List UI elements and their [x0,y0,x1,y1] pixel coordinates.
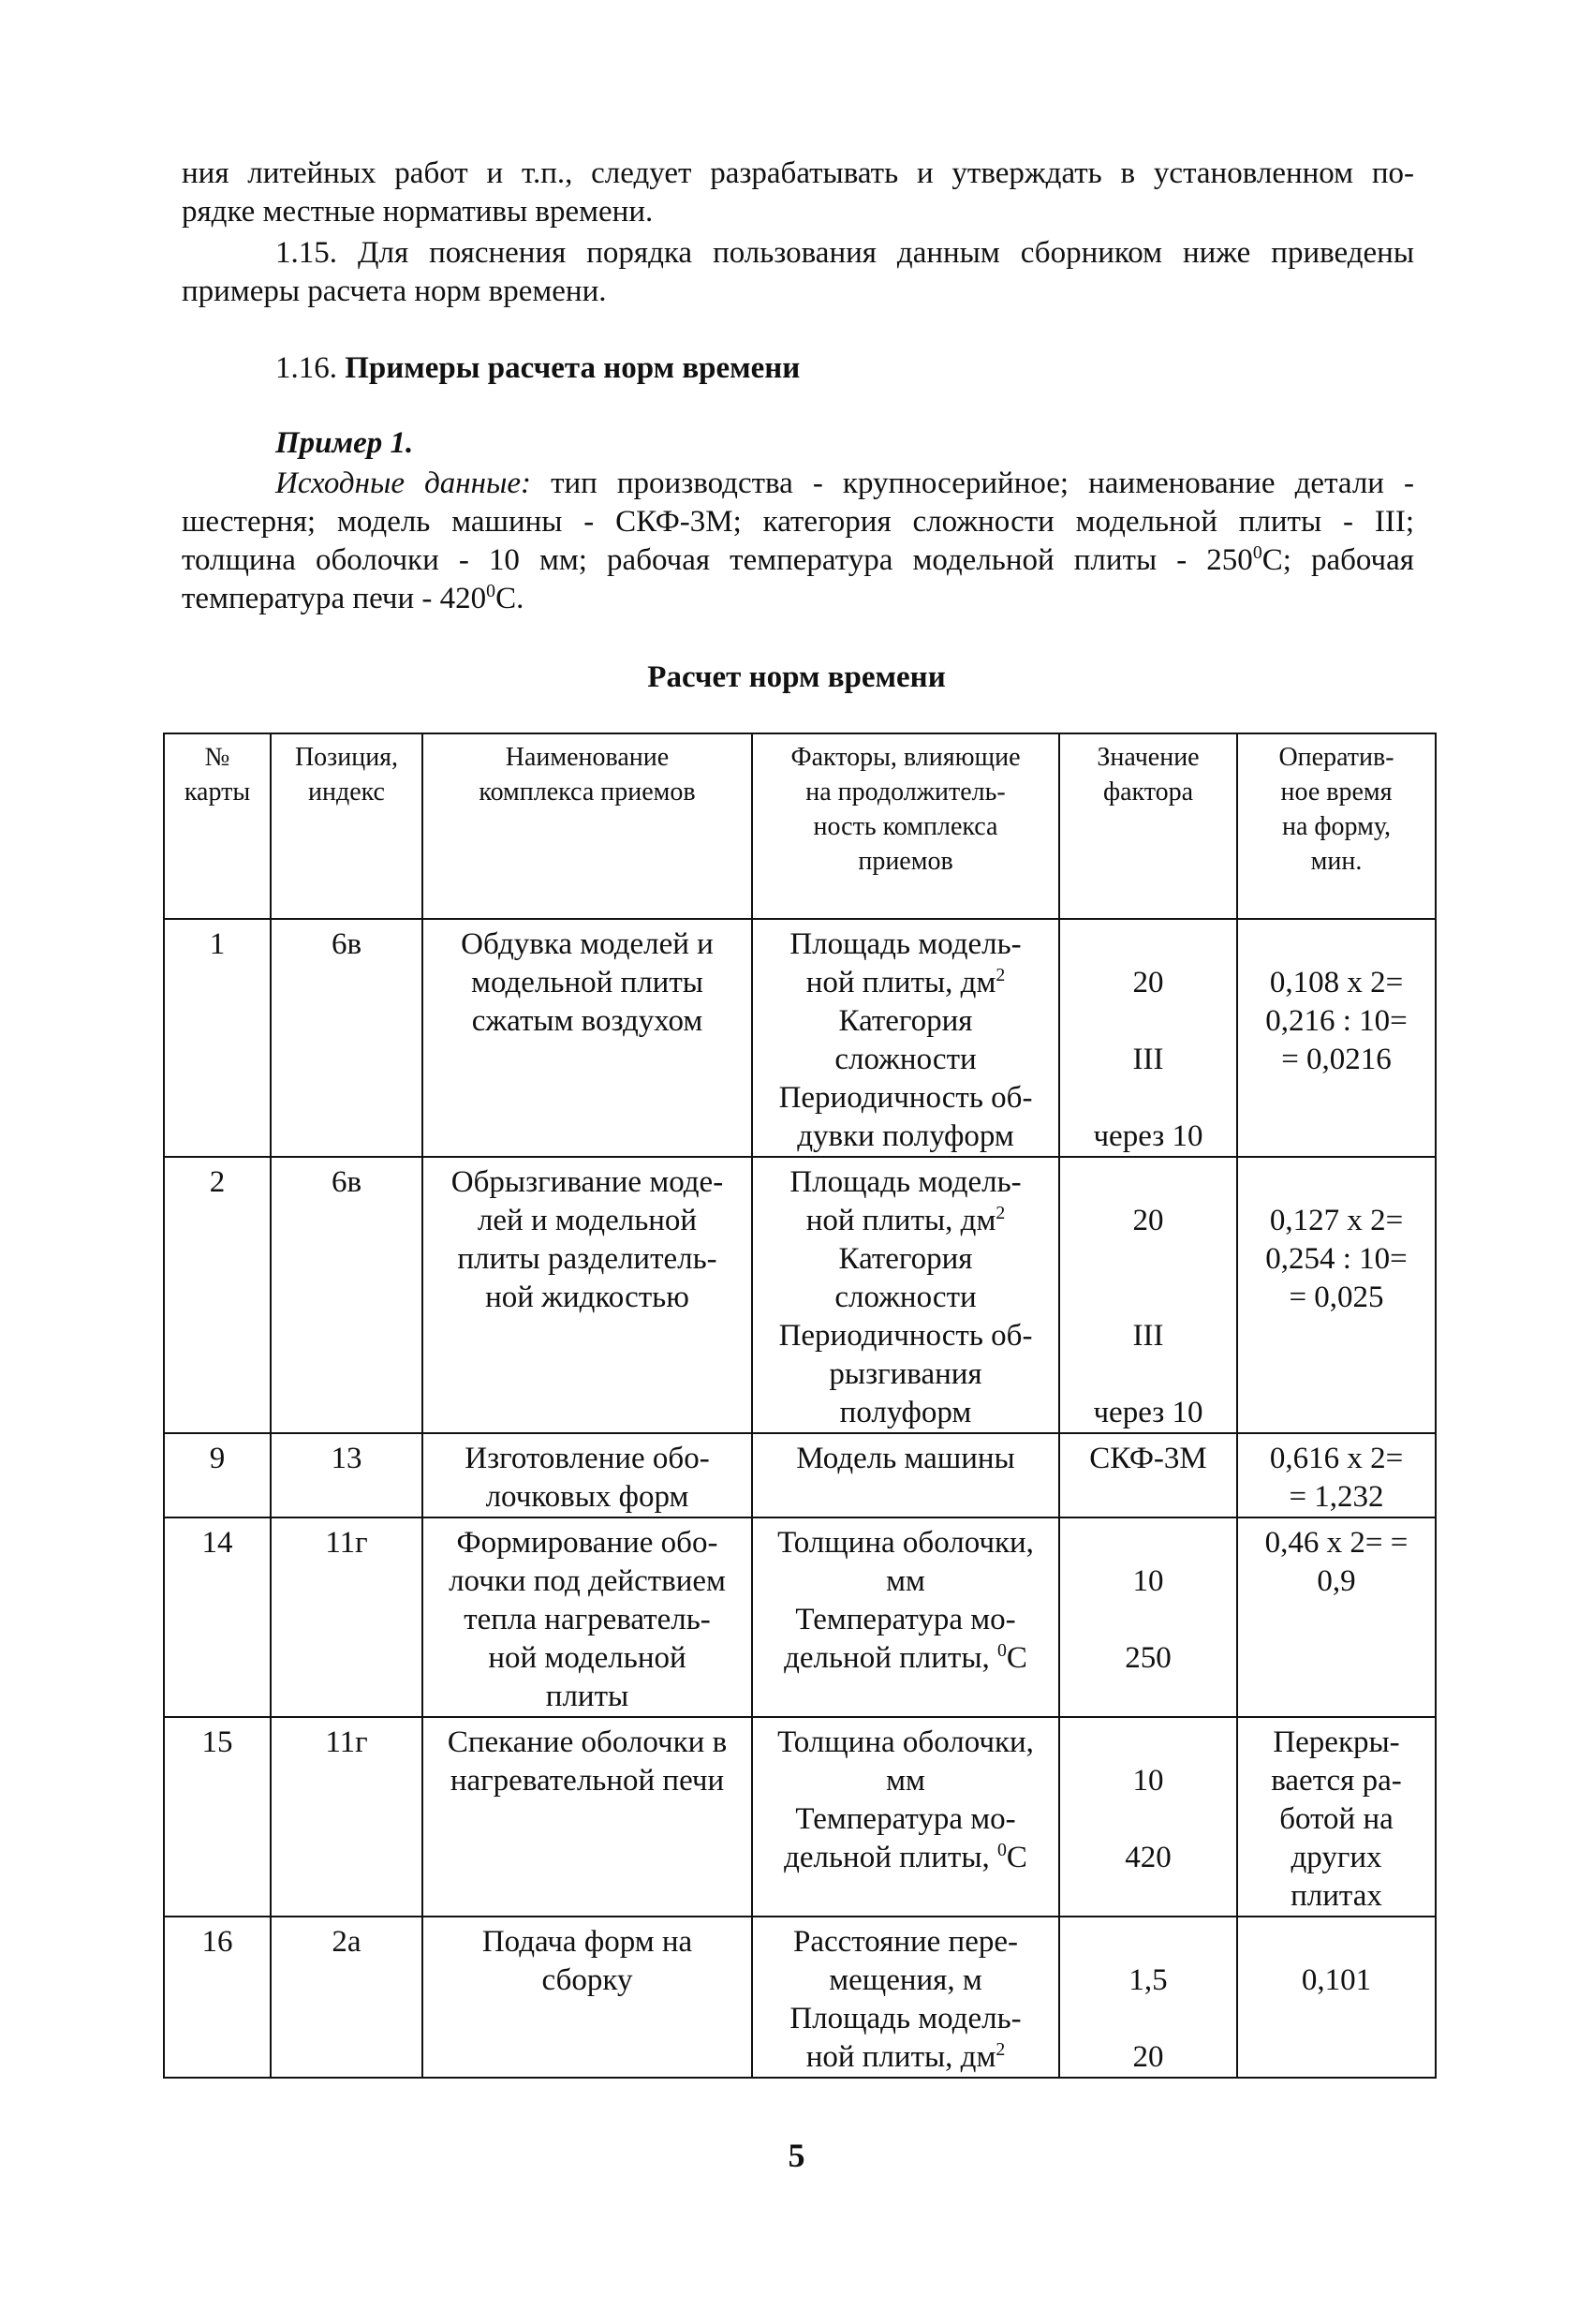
position-cell: 11г [271,1717,422,1917]
example-text: тип производства - крупносерийное; наименование детали - [551,466,1415,500]
time-cell: 0,46 х 2= = 0,9 [1237,1517,1436,1717]
position-cell: 6в [271,1157,422,1433]
degree-sup: 0 [486,581,496,601]
name-cell: Обдувка моделей и модельной плиты сжатым воздухом [422,919,752,1157]
card-cell: 2 [164,1157,271,1433]
position-cell: 2а [271,1917,422,2078]
degree-sup: 0 [1252,542,1262,563]
time-norms-table [163,733,1437,2079]
example-data-label: Исходные данные: [275,466,531,500]
example-line: шестерня; модель машины - СКФ-3М; категория сложности модельной плиты - III; [182,505,1414,539]
paragraph-line: примеры расчета норм времени. [182,274,607,308]
name-cell: Подача форм на сборку [422,1917,752,2078]
card-cell: 15 [164,1717,271,1917]
table-row [164,1517,1436,1717]
name-cell: Формирование обо- лочки под действием тепла нагреватель- ной модельной плиты [422,1517,752,1717]
intro-line: рядке местные нормативы времени. [182,195,654,229]
header-time: Оператив- ное время на форму, мин. [1237,733,1436,919]
value-cell: 20 III через 10 [1059,919,1237,1157]
factors-cell: Площадь модель- ной плиты, $дм^2$ Категория сложности Периодичность об- рызгивания полуформ [752,1157,1059,1433]
position-cell: 13 [271,1433,422,1517]
name-cell: Спекание оболочки в нагревательной печи [422,1717,752,1917]
section-heading [275,351,800,386]
value-cell: 10 420 [1059,1717,1237,1917]
header-card: № карты [164,733,271,919]
card-cell: 9 [164,1433,271,1517]
factors-cell: Толщина оболочки, мм Температура мо- дельной плиты, $^0$С [752,1517,1059,1717]
section-title: Примеры расчета норм времени [345,351,801,385]
example-text: С; рабочая [1261,543,1414,577]
example-line [182,580,1414,618]
factors-cell: Модель машины [752,1433,1059,1517]
table-row [164,1917,1436,2078]
page-number: 5 [788,2137,805,2174]
table-row [164,1157,1436,1433]
value-cell: 20 III через 10 [1059,1157,1237,1433]
example-text: толщина оболочки - 10 мм; рабочая температура модельной плиты - 250 [182,543,1253,577]
value-cell: 10 250 [1059,1517,1237,1717]
example-line [182,465,1414,503]
paragraph-line: 1.15. Для пояснения порядка пользования данным сборником ниже приведены [275,236,1414,270]
factors-cell: Площадь модель- ной плиты, $дм^2$ Категория сложности Периодичность об- дувки полуформ [752,919,1059,1157]
example-paragraph [182,465,1414,618]
time-cell: 0,108 х 2= 0,216 : 10= = 0,0216 [1237,919,1436,1157]
table-title: Расчет норм времени [647,660,946,694]
section-number: 1.16. [275,351,337,385]
example-line [182,541,1414,580]
table-header-row [164,733,1436,919]
factors-cell: Толщина оболочки, мм Температура мо- дельной плиты, $^0$С [752,1717,1059,1917]
position-cell: 6в [271,919,422,1157]
value-cell: 1,5 20 [1059,1917,1237,2078]
card-cell: 1 [164,919,271,1157]
factors-cell: Расстояние пере- мещения, м Площадь модель- ной плиты, $дм^2$ [752,1917,1059,2078]
table-row [164,919,1436,1157]
card-cell: 14 [164,1517,271,1717]
header-position: Позиция, индекс [271,733,422,919]
paragraph-1-15 [182,234,1414,311]
name-cell: Обрызгивание моде- лей и модельной плиты разделитель- ной жидкостью [422,1157,752,1433]
position-cell: 11г [271,1517,422,1717]
card-cell: 16 [164,1917,271,2078]
example-text: температура печи - 420 [182,582,487,615]
intro-paragraph [182,155,1414,231]
time-cell: Перекры- вается ра- ботой на других плитах [1237,1717,1436,1917]
header-factors: Факторы, влияющие на продолжитель- ность комплекса приемов [752,733,1059,919]
value-cell: СКФ-3М [1059,1433,1237,1517]
name-cell: Изготовление обо- лочковых форм [422,1433,752,1517]
example-text: С. [495,582,524,615]
time-cell: 0,101 [1237,1917,1436,2078]
table-row [164,1433,1436,1517]
intro-line: ния литейных работ и т.п., следует разрабатывать и утверждать в установленном по- [182,156,1414,190]
example-label: Пример 1. [275,426,414,460]
table-row [164,1717,1436,1917]
header-value: Значение фактора [1059,733,1237,919]
time-cell: 0,616 х 2= = 1,232 [1237,1433,1436,1517]
header-name: Наименование комплекса приемов [422,733,752,919]
time-cell: 0,127 х 2= 0,254 : 10= = 0,025 [1237,1157,1436,1433]
